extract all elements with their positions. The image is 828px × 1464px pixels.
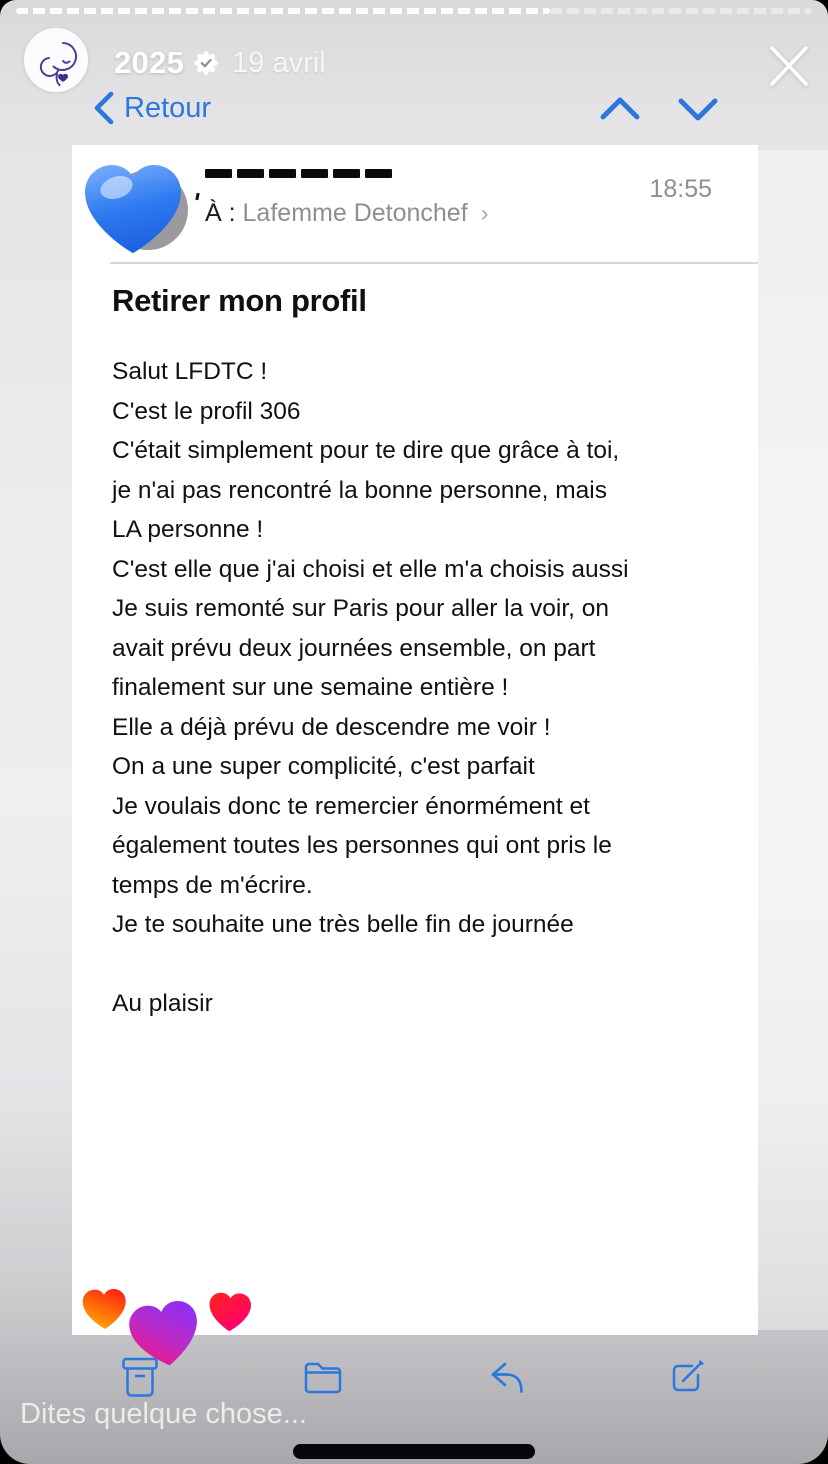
email-body-line: finalement sur une semaine entière !: [112, 674, 509, 701]
email-body-line: C'est le profil 306: [112, 397, 301, 425]
email-body-line: je n'ai pas rencontré la bonne personne, mais: [112, 476, 607, 504]
back-button[interactable]: [92, 88, 211, 128]
email-body-line: C'était simplement pour te dire que grâce à toi,: [112, 437, 620, 464]
logo-heart-icon: [58, 74, 68, 82]
compose-icon[interactable]: [667, 1357, 707, 1397]
email-body-line: Je suis remonté sur Paris pour aller la voir, on: [112, 595, 610, 622]
home-indicator: [293, 1444, 535, 1459]
email-message: [72, 145, 758, 1335]
screenshot-edge: [758, 150, 828, 1330]
folder-icon[interactable]: [303, 1360, 343, 1395]
email-body-line: Salut LFDTC !: [112, 358, 268, 385]
story-timestamp: 19 avril: [232, 46, 326, 79]
recipient-line: [205, 199, 489, 228]
chevron-up-icon: [598, 94, 642, 122]
pink-heart-icon: [208, 1292, 251, 1332]
story-progress-remaining: [550, 8, 812, 14]
email-body-line: Je te souhaite une très belle fin de journée: [112, 911, 574, 938]
blue-heart-icon: [85, 164, 181, 256]
email-body-line: temps de m'écrire.: [112, 871, 313, 899]
redacted-sender-name: [205, 169, 392, 178]
next-message-button[interactable]: [676, 96, 720, 124]
reply-icon[interactable]: [486, 1357, 528, 1399]
header-divider: [110, 262, 758, 264]
email-body-line: également toutes les personnes qui ont pris le: [112, 832, 612, 859]
story-username[interactable]: 2025: [114, 45, 185, 80]
email-subject: Retirer mon profil: [112, 283, 367, 318]
story-progress-seen: [16, 8, 550, 14]
back-button-label: Retour: [124, 91, 212, 124]
reply-input[interactable]: Dites quelque chose...: [20, 1398, 307, 1430]
chevron-down-icon: [676, 96, 720, 124]
brand-logo-icon: [30, 34, 82, 86]
redaction-mark: [195, 193, 199, 200]
close-icon[interactable]: [760, 38, 816, 94]
email-closing: Au plaisir: [112, 990, 213, 1017]
archive-icon[interactable]: [121, 1356, 159, 1399]
email-body-line: Elle a déjà prévu de descendre me voir !: [112, 713, 551, 741]
red-orange-heart-icon: [82, 1288, 126, 1330]
recipient-name[interactable]: Lafemme Detonchef: [242, 199, 468, 227]
email-body-line: On a une super complicité, c'est parfait: [112, 753, 535, 780]
back-chevron-icon: [92, 90, 114, 126]
verified-badge-icon: [194, 51, 218, 75]
message-time: 18:55: [649, 175, 712, 203]
avatar[interactable]: [24, 28, 88, 92]
to-label: À :: [205, 199, 236, 227]
email-body-line: C'est elle que j'ai choisi et elle m'a choisis aussi: [112, 555, 629, 583]
story-progress-bar: [16, 8, 812, 14]
email-body-line: Je voulais donc te remercier énormément et: [112, 792, 590, 820]
email-body-line: avait prévu deux journées ensemble, on part: [112, 634, 596, 662]
recipient-chevron-icon: ›: [480, 200, 489, 227]
email-body-line: LA personne !: [112, 516, 264, 543]
email-body: [112, 352, 722, 1024]
previous-message-button[interactable]: [598, 94, 642, 122]
